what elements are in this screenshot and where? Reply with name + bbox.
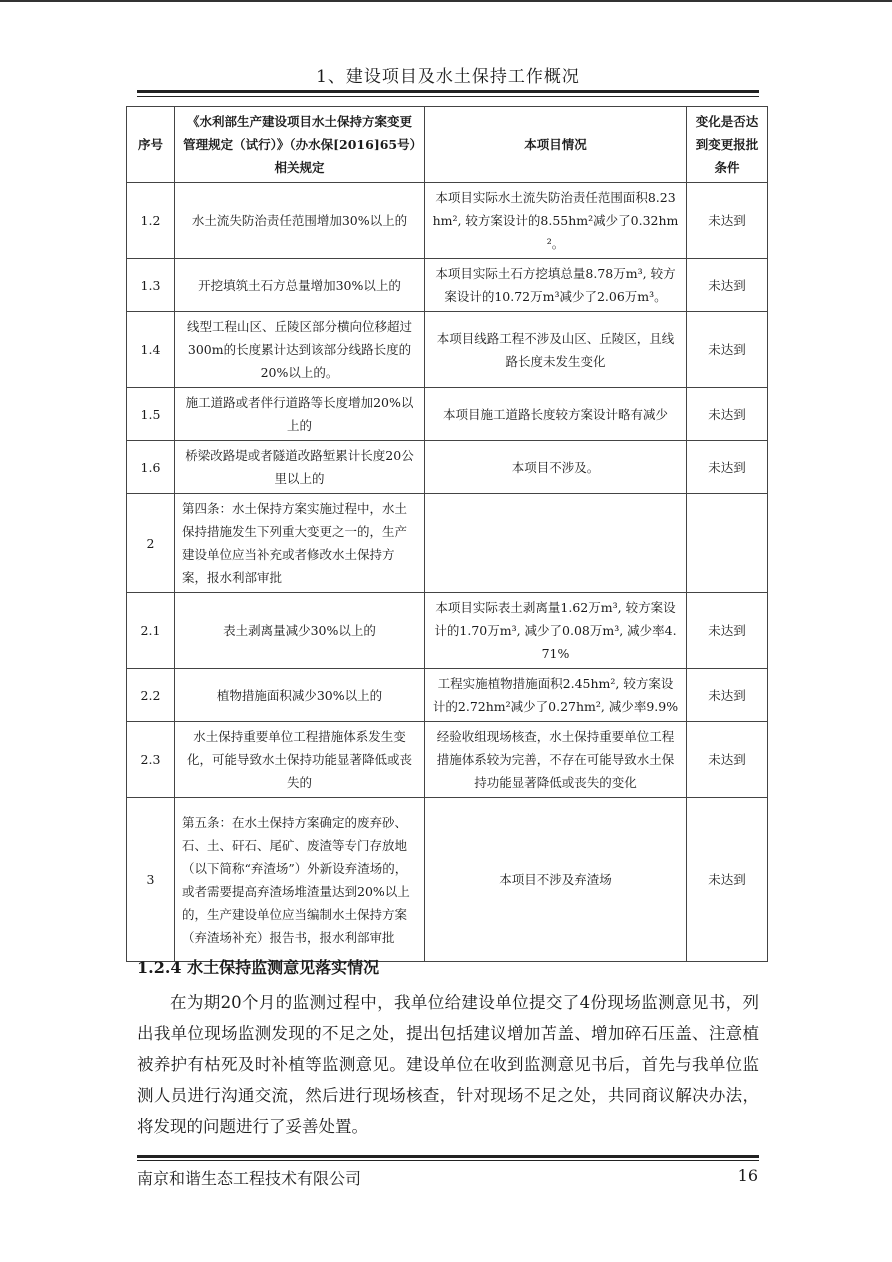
cell-result: 未达到 — [687, 388, 768, 441]
cell-project: 本项目线路工程不涉及山区、丘陵区，且线路长度未发生变化 — [425, 312, 687, 388]
cell-result: 未达到 — [687, 798, 768, 962]
table-row — [127, 183, 768, 259]
cell-result: 未达到 — [687, 183, 768, 259]
table-row — [127, 669, 768, 722]
cell-no: 1.2 — [127, 183, 175, 259]
section-paragraph: 在为期20个月的监测过程中，我单位给建设单位提交了4份现场监测意见书，列出我单位现场监测发现的不足之处，提出包括建议增加苫盖、增加碎石压盖、注意植被养护有枯死及时补植等监测意见。建设单位在收到监测意见书后，首先与我单位监测人员进行沟通交流，然后进行现场核查，针对现场不足之处，共同商议解决办法，将发现的问题进行了妥善处置。 — [137, 993, 759, 1136]
cell-result — [687, 494, 768, 593]
cell-no: 1.6 — [127, 441, 175, 494]
cell-no: 2.1 — [127, 593, 175, 669]
cell-project: 本项目不涉及。 — [425, 441, 687, 494]
cell-rule: 第四条：水土保持方案实施过程中，水土保持措施发生下列重大变更之一的，生产建设单位应当补充或者修改水土保持方案，报水利部审批 — [175, 494, 425, 593]
cell-result: 未达到 — [687, 669, 768, 722]
table-row — [127, 441, 768, 494]
cell-rule: 桥梁改路堤或者隧道改路堑累计长度20公里以上的 — [175, 441, 425, 494]
cell-rule: 线型工程山区、丘陵区部分横向位移超过 300m的长度累计达到该部分线路长度的 20%以上的。 — [175, 312, 425, 388]
header-rule-thin — [137, 96, 759, 97]
page-number: 16 — [737, 1166, 758, 1185]
footer-rule-thick — [137, 1155, 759, 1158]
top-border — [0, 0, 892, 2]
cell-no: 1.4 — [127, 312, 175, 388]
cell-no: 2 — [127, 494, 175, 593]
cell-project: 本项目实际土石方挖填总量8.78万m³, 较方案设计的10.72万m³减少了2.06万m³。 — [425, 259, 687, 312]
cell-no: 1.5 — [127, 388, 175, 441]
cell-rule: 表土剥离量减少30%以上的 — [175, 593, 425, 669]
header-no: 序号 — [127, 107, 175, 183]
section-heading: 1.2.4 水土保持监测意见落实情况 — [137, 958, 380, 977]
cell-result: 未达到 — [687, 593, 768, 669]
cell-no: 2.2 — [127, 669, 175, 722]
cell-result: 未达到 — [687, 312, 768, 388]
cell-rule: 水土流失防治责任范围增加30%以上的 — [175, 183, 425, 259]
table-row — [127, 494, 768, 593]
cell-no: 2.3 — [127, 722, 175, 798]
cell-project: 本项目实际水土流失防治责任范围面积8.23hm², 较方案设计的8.55hm²减少了0.32hm²。 — [425, 183, 687, 259]
cell-result: 未达到 — [687, 259, 768, 312]
table-row — [127, 722, 768, 798]
header-project: 本项目情况 — [425, 107, 687, 183]
footer-company: 南京和谐生态工程技术有限公司 — [137, 1169, 362, 1188]
cell-project: 本项目施工道路长度较方案设计略有减少 — [425, 388, 687, 441]
cell-result: 未达到 — [687, 722, 768, 798]
cell-no: 1.3 — [127, 259, 175, 312]
table-row — [127, 259, 768, 312]
cell-project: 本项目实际表土剥离量1.62万m³, 较方案设计的1.70万m³, 减少了0.08万m³, 减少率4.71% — [425, 593, 687, 669]
table-row — [127, 312, 768, 388]
cell-rule: 第五条：在水土保持方案确定的废弃砂、石、土、矸石、尾矿、废渣等专门存放地（以下简称“弃渣场”）外新设弃渣场的，或者需要提高弃渣场堆渣量达到20%以上的，生产建设单位应当编制水土保持方案（弃渣场补充）报告书，报水利部审批 — [175, 798, 425, 962]
cell-rule: 水土保持重要单位工程措施体系发生变化，可能导致水土保持功能显著降低或丧失的 — [175, 722, 425, 798]
cell-rule: 开挖填筑土石方总量增加30%以上的 — [175, 259, 425, 312]
cell-project: 经验收组现场核查，水土保持重要单位工程措施体系较为完善，不存在可能导致水土保持功能显著降低或丧失的变化 — [425, 722, 687, 798]
cell-no: 3 — [127, 798, 175, 962]
page-header-title: 1、建设项目及水土保持工作概况 — [316, 67, 580, 87]
change-criteria-table — [126, 106, 768, 962]
cell-rule: 施工道路或者伴行道路等长度增加20%以上的 — [175, 388, 425, 441]
cell-rule: 植物措施面积减少30%以上的 — [175, 669, 425, 722]
table-row — [127, 388, 768, 441]
table-row — [127, 593, 768, 669]
header-rule-thick — [137, 90, 759, 93]
cell-project: 本项目不涉及弃渣场 — [425, 798, 687, 962]
table-row — [127, 798, 768, 962]
cell-project — [425, 494, 687, 593]
table-header-row — [127, 107, 768, 183]
header-rule: 《水利部生产建设项目水土保持方案变更管理规定（试行）》（办水保[2016]65号）相关规定 — [175, 107, 425, 183]
cell-result: 未达到 — [687, 441, 768, 494]
header-result: 变化是否达到变更报批条件 — [687, 107, 768, 183]
cell-project: 工程实施植物措施面积2.45hm², 较方案设计的2.72hm²减少了0.27hm², 减少率9.9% — [425, 669, 687, 722]
footer-rule-thin — [137, 1160, 759, 1161]
